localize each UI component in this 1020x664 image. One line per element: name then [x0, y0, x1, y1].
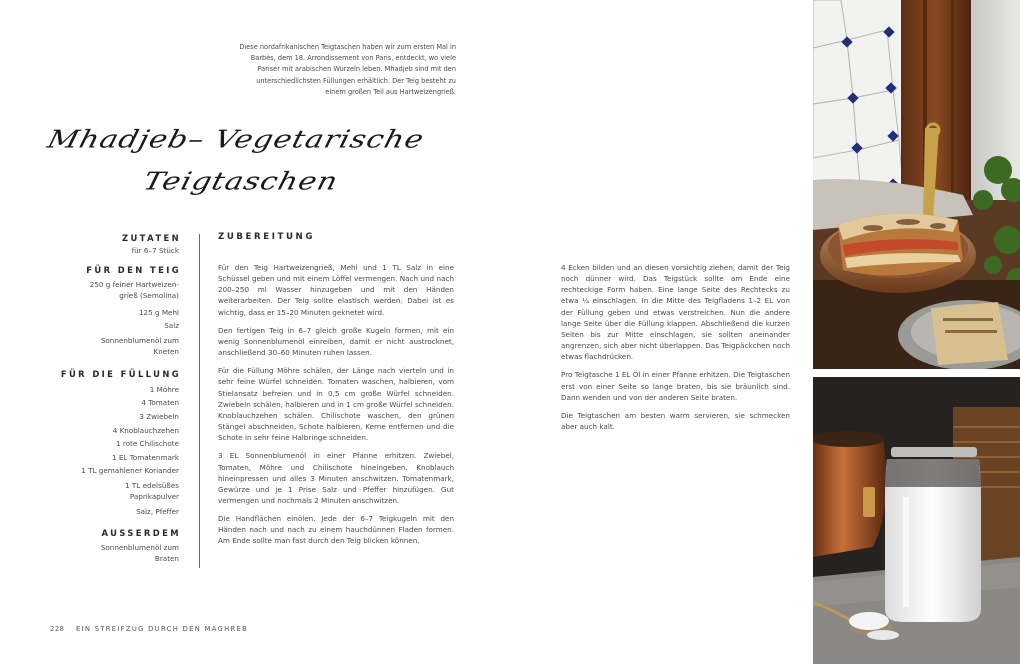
page-footer — [50, 625, 248, 633]
recipe-title-line2: Teigtaschen — [140, 167, 342, 196]
ingredient-item: 4 Tomaten — [141, 398, 179, 408]
preparation-step: 3 EL Sonnenblumenöl in einer Pfanne erhitzen. Zwiebel, Tomaten, Möhre und Chilischote hineingeben. Knoblauch hineinpressen und alles 3 Minuten anschwitzen. Tomatenmark, Gewürze und je 1 Prise Salz und Pfeffer hinzufügen. Gut vermengen und nochmals 2 Minuten anschwitzen. — [218, 451, 454, 505]
preparation-step: Die Handflächen einölen. Jede der 6–7 Teigkugeln mit den Händen nach und nach zu einem hauchdünnen Fladen formen. Am Ende sollte man fast durch den Teig blicken können. — [218, 514, 454, 546]
preparation-column-1 — [218, 262, 454, 554]
ingredient-item: 1 Möhre — [149, 384, 179, 394]
ingredients-column — [60, 232, 179, 565]
preparation-step: Für die Füllung Möhre schälen, der Länge nach vierteln und in sehr feine Würfel schneiden. Tomaten waschen, halbieren, vom Stielansatz befreien und in 0,5 cm große Würfel schneiden. Zwiebeln schälen, halbieren und in 1 cm große Würfel schneiden. Knoblauchzehen schälen. Chilischote waschen, den grünen Stängel abschneiden, Schote halbieren, Kerne entfernen und die Schote in sehr feine Halbringe schneiden. — [218, 366, 454, 443]
preparation-heading: ZUBEREITUNG — [218, 232, 316, 242]
page-number: 228 — [50, 625, 65, 633]
ingredient-item: 1 TL edelsüßes Paprikapulver — [125, 480, 179, 502]
ingredient-group-heading: AUSSERDEM — [101, 527, 181, 538]
recipe-title — [44, 118, 428, 218]
ingredient-item: 1 TL gemahlener Koriander — [81, 466, 179, 476]
ingredient-item: Sonnenblumenöl zum Kneten — [100, 335, 179, 357]
recipe-title-line1: Mhadjeb– Vegetarische — [44, 125, 428, 154]
ingredient-group-heading: FÜR DEN TEIG — [86, 264, 181, 275]
ingredients-yield: für 6–7 Stück — [131, 246, 179, 255]
preparation-step: Den fertigen Teig in 6–7 gleich große Kugeln formen, mit ein wenig Sonnenblumenöl einreiben, damit er nicht austrocknet, anschließend 30–60 Minuten ruhen lassen. — [218, 325, 454, 358]
ingredient-item: Salz, Pfeffer — [136, 506, 179, 516]
chapter-title: EIN STREIFZUG DURCH DEN MAGHREB — [75, 625, 249, 633]
preparation-step: Die Teigtaschen am besten warm servieren, sie schmecken aber auch kalt. — [561, 410, 790, 432]
preparation-step: Pro Teigtasche 1 EL Öl in einer Pfanne erhitzen. Die Teigtaschen erst von einer Seite so lange braten, bis sie bräunlich sind. Dann wenden und von der anderen Seite braten. — [561, 370, 790, 402]
ingredient-group-heading: FÜR DIE FÜLLUNG — [60, 368, 181, 379]
intro-text: Diese nordafrikanischen Teigtaschen haben wir zum ersten Mal in Barbès, dem 18. Arrondissement von Paris, entdeckt, wo viele Pariser mit arabischen Wurzeln leben. Mhadjeb sind mit den unterschiedlichsten Füllungen erhältlich. Der Teig besteht zu einem großen Teil aus Hartweizengrieß. — [239, 43, 456, 96]
ingredient-item: Sonnenblumenöl zum Braten — [100, 542, 179, 564]
preparation-column-2 — [561, 262, 790, 439]
preparation-step: Für den Teig Hartweizengrieß, Mehl und 1 TL Salz in eine Schüssel geben und mit einem Löffel vermengen. Nach und nach 200–250 ml Wasser hinzugeben und mit den Händen weiterarbeiten. Der Teig sollte elastisch werden. Dabei ist es wichtig, dass er 15–20 Minuten geknetet wird. — [218, 263, 454, 317]
ingredient-item: 125 g Mehl — [138, 307, 179, 317]
column-divider — [199, 234, 200, 568]
ingredient-item: 250 g feiner Hartweizen- grieß (Semolina) — [89, 279, 179, 301]
ingredient-item: 3 Zwiebeln — [139, 411, 179, 421]
ingredient-item: 4 Knoblauchzehen — [112, 425, 179, 435]
ingredient-group-filling — [60, 368, 179, 519]
ingredients-heading: ZUTATEN — [121, 233, 181, 243]
preparation-step: 4 Ecken bilden und an diesen vorsichtig ziehen, damit der Teig noch dünner wird. Das Teigstück sollte am Ende eine rechteckige Form haben. Eine lange Seite des Rechtecks zu etwa ¼ einschlagen. In die Mitte des Teigfladens 1–2 EL von der Füllung geben und etwas verstreichen. Nun die andere lange Seite über die Füllung klappen. Abschließend die kurzen Seiten bis zur Mitte einschlagen, sie sollten aneinander angrenzen, sich aber nicht überlappen. Das Teigpäckchen noch etwas flachdrücken. — [561, 263, 790, 362]
salt-jar-photo — [813, 377, 1020, 664]
mhadjeb-pan-photo — [813, 0, 1020, 369]
ingredient-group-extra — [60, 527, 179, 565]
ingredient-item: 1 rote Chilischote — [115, 439, 179, 449]
ingredient-item: Salz — [164, 321, 179, 331]
ingredient-group-dough — [60, 264, 179, 358]
ingredient-item: 1 EL Tomatenmark — [112, 452, 179, 462]
